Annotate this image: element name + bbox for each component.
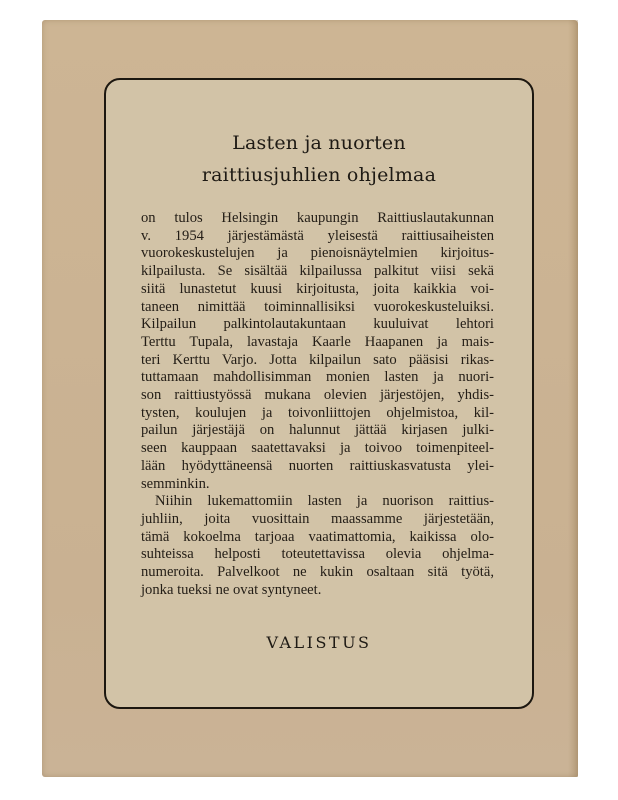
book-back-cover [42, 20, 578, 777]
text-line: seen kauppaan saatettavaksi ja toivoo toimenpiteel- [141, 440, 494, 457]
text-line: juhliin, joita vuosittain maassamme järjestetään, [141, 510, 494, 527]
paragraph-1 [141, 210, 494, 493]
text-line: teri Kerttu Varjo. Jotta kilpailun sato pääsisi rikas- [141, 351, 494, 368]
rounded-border-frame [104, 78, 534, 709]
text-line: jonka tueksi ne ovat syntyneet. [141, 581, 322, 598]
text-line: tämä kokoelma tarjoaa vaatimattomia, kaikissa olo- [141, 528, 494, 545]
text-line: son raittiustyössä mukana olevien järjestöjen, yhdis- [141, 387, 494, 404]
text-line: Kilpailun palkintolautakuntaan kuuluivat lehtori [141, 316, 494, 333]
text-line: v. 1954 järjestämästä yleisestä raittiusaiheisten [141, 227, 494, 244]
publisher-name: VALISTUS [266, 633, 372, 652]
text-line: siitä lunastetut kuusi kirjoitusta, joita kaikkia voi- [141, 280, 494, 297]
text-line: semminkin. [141, 475, 210, 492]
text-line: kilpailusta. Se sisältää kilpailussa palkitut viisi sekä [141, 263, 494, 280]
text-line: taneen nimittää toiminnallisiksi vuorokeskusteluiksi. [141, 298, 494, 315]
title-line-1: Lasten ja nuorten [232, 132, 406, 154]
text-line: pailun järjestäjä on halunnut jättää kirjasen julki- [141, 422, 494, 439]
text-line: tysten, koulujen ja toivonliittojen ohjelmistoa, kil- [141, 404, 494, 421]
text-line: numeroita. Palvelkoot ne kukin osaltaan sitä työtä, [141, 564, 494, 581]
text-line: vuorokeskustelujen ja pienoisnäytelmien kirjoitus- [141, 245, 494, 262]
text-line: suhteissa helposti toteutettavissa olevia ohjelma- [141, 546, 494, 563]
description-text [141, 210, 494, 599]
text-line: lään hyödyttäneensä nuorten raittiuskasvatusta ylei- [141, 457, 494, 474]
text-line: on tulos Helsingin kaupungin Raittiuslautakunnan [141, 210, 494, 226]
text-line: Terttu Tupala, lavastaja Kaarle Haapanen ja mais- [141, 333, 494, 350]
text-line: tuttamaan mahdollisimman monien lasten ja nuori- [141, 369, 494, 386]
text-line: Niihin lukemattomiin lasten ja nuorison raittius- [155, 493, 494, 510]
title-line-2: raittiusjuhlien ohjelmaa [201, 164, 437, 186]
paragraph-2 [141, 493, 494, 599]
